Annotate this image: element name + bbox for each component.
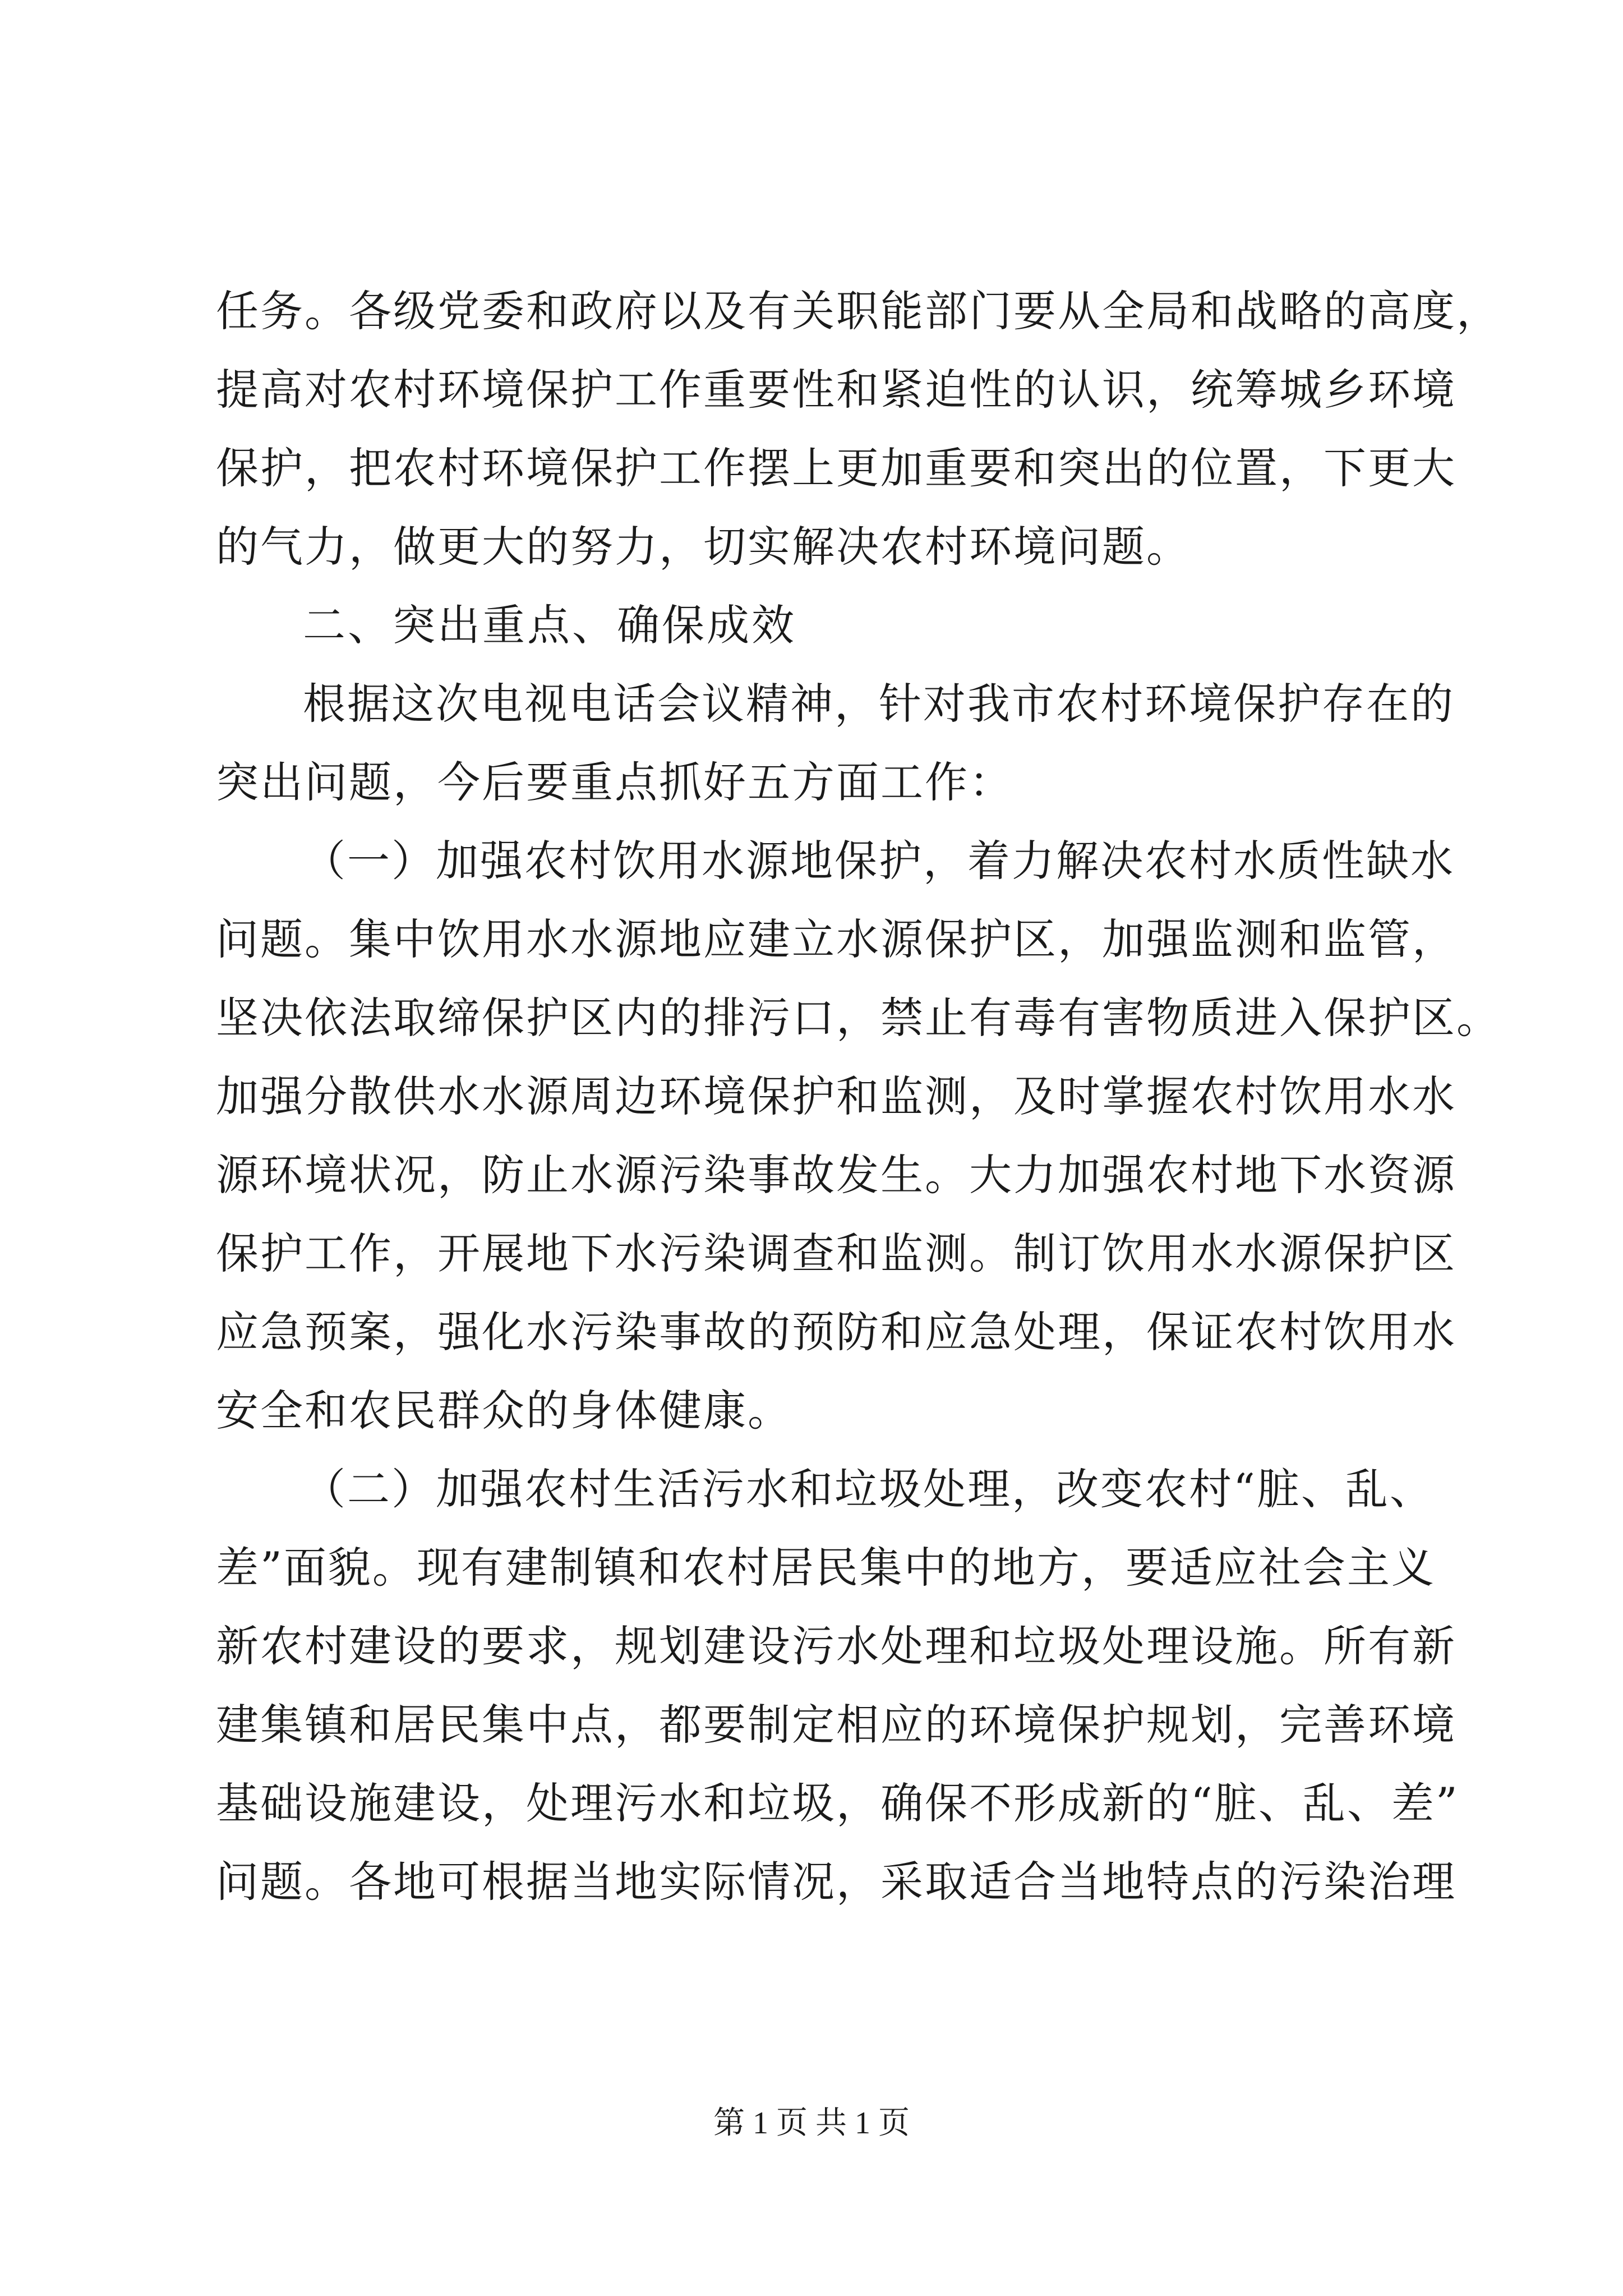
text-line: 的气力，做更大的努力，切实解决农村环境问题。	[216, 522, 1191, 572]
section-heading: 二、突出重点、确保成效	[303, 600, 796, 650]
text-line: 保护，把农村环境保护工作摆上更加重要和突出的位置，下更大	[216, 443, 1456, 493]
text-line: 差”面貌。现有建制镇和农村居民集中的地方，要适应社会主义	[216, 1543, 1436, 1593]
text-line: 坚决依法取缔保护区内的排污口，禁止有毒有害物质进入保护区。	[216, 993, 1501, 1043]
text-line: 新农村建设的要求，规划建设污水处理和垃圾处理设施。所有新	[216, 1621, 1456, 1671]
text-line: 安全和农民群众的身体健康。	[216, 1386, 792, 1435]
subsection-line: （二）加强农村生活污水和垃圾处理，改变农村“脏、乱、	[303, 1464, 1434, 1514]
text-line: 保护工作，开展地下水污染调查和监测。制订饮用水水源保护区	[216, 1228, 1456, 1278]
subsection-line: （一）加强农村饮用水源地保护，着力解决农村水质性缺水	[303, 836, 1455, 886]
text-line: 提高对农村环境保护工作重要性和紧迫性的认识，统筹城乡环境	[216, 365, 1456, 415]
text-line: 源环境状况，防止水源污染事故发生。大力加强农村地下水资源	[216, 1150, 1456, 1200]
text-line: 应急预案，强化水污染事故的预防和应急处理，保证农村饮用水	[216, 1307, 1456, 1357]
text-line: 问题。集中饮用水水源地应建立水源保护区，加强监测和监管，	[216, 914, 1456, 964]
text-line: 问题。各地可根据当地实际情况，采取适合当地特点的污染治理	[216, 1857, 1456, 1907]
text-line: 基础设施建设，处理污水和垃圾，确保不形成新的“脏、乱、差”	[216, 1778, 1459, 1828]
text-line: 任务。各级党委和政府以及有关职能部门要从全局和战略的高度，	[216, 286, 1501, 336]
text-line: 建集镇和居民集中点，都要制定相应的环境保护规划，完善环境	[216, 1700, 1456, 1750]
text-line: 突出问题，今后要重点抓好五方面工作：	[216, 757, 1013, 807]
text-line: 加强分散供水水源周边环境保护和监测，及时掌握农村饮用水水	[216, 1071, 1456, 1121]
text-line: 根据这次电视电话会议精神，针对我市农村环境保护存在的	[303, 679, 1455, 729]
page-number-footer: 第 1 页 共 1 页	[713, 2106, 910, 2141]
